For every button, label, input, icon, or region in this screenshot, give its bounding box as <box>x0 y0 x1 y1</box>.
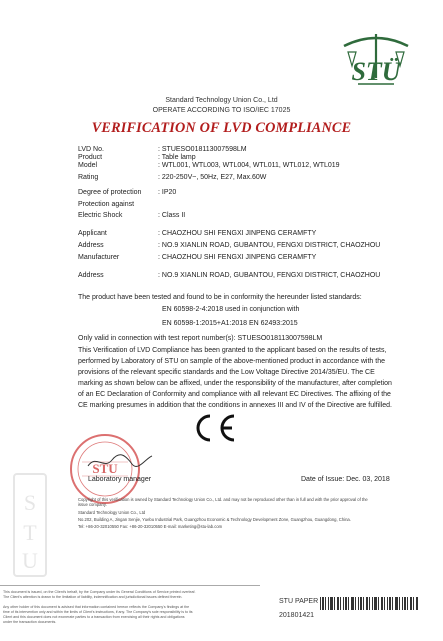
body-line: performed by Laboratory of STU on sample of the above-mentioned product in accordance with the <box>78 358 386 365</box>
field-label: Applicant <box>78 230 107 237</box>
standard-line: EN 60598-2-4:2018 used in conjunction with <box>162 306 300 313</box>
footer-line: Any other holder of this document is advised that information contained hereon reflects the Company's findings at the <box>3 605 190 609</box>
stu-watermark-icon <box>10 470 50 580</box>
field-label: Degree of protection <box>78 189 142 196</box>
signature-icon <box>86 452 154 472</box>
signature-caption: Laboratory manager <box>88 476 152 483</box>
field-label: Address <box>78 242 104 249</box>
field-label: Protection against <box>78 201 135 208</box>
issue-date: Date of Issue: Dec. 03, 2018 <box>301 476 390 483</box>
svg-text:T: T <box>23 520 37 545</box>
field-label: Model <box>78 162 98 169</box>
field-label: Manufacturer <box>78 254 120 261</box>
address-line: Tel: +86-20-32010550 Fax: +86-20-32010550 E-mail: marketing@stu-lab.com <box>78 524 223 529</box>
address-line: No.202, Building A, Jingan Senjie, Yuebu Industrial Park, Guangzhou Economic & Technology Development Zone, Guangzhou, Guangdong, China. <box>78 517 351 522</box>
valid-statement: Only valid in connection with test report number(s): STUESO018113007598LM <box>78 335 323 342</box>
field-value: : CHAOZHOU SHI FENGXI JINPENG CERAMFTY <box>158 230 317 237</box>
copyright-line: issue company. <box>78 502 107 507</box>
footer-line: under the transaction documents. <box>3 620 57 624</box>
address-line: Standard Technology Union Co., Ltd <box>78 510 146 515</box>
field-value: : CHAOZHOU SHI FENGXI JINPENG CERAMFTY <box>158 254 317 261</box>
barcode-icon <box>320 597 418 610</box>
body-line: provisions of the relevant specific standards and the Low Voltage Directive 2014/35/EU. The CE <box>78 369 375 376</box>
field-value: : NO.9 XIANLIN ROAD, GUBANTOU, FENGXI DISTRICT, CHAOZHOU <box>158 242 381 249</box>
field-label: Product <box>78 154 103 161</box>
iso-standard: OPERATE ACCORDING TO ISO/IEC 17025 <box>152 107 291 114</box>
field-value: : NO.9 XIANLIN ROAD, GUBANTOU, FENGXI DISTRICT, CHAOZHOU <box>158 272 381 279</box>
barcode-bars <box>320 597 418 610</box>
field-value: : Class II <box>158 212 186 219</box>
svg-text:STÜ: STÜ <box>351 57 401 86</box>
body-line: CE marking presumes in addition that the conditions in annexes III and IV of the Directive are fulfilled. <box>78 402 393 409</box>
svg-text:U: U <box>22 548 38 573</box>
field-value: : STUESO018113007598LM <box>158 146 247 153</box>
ce-mark-icon <box>190 412 242 444</box>
field-value: : 220-250V~, 50Hz, E27, Max.60W <box>158 174 267 181</box>
svg-text:S: S <box>23 490 37 515</box>
body-line: This Verification of LVD Compliance has been granted to the applicant based on the results of tests, <box>78 347 387 354</box>
field-label: Electric Shock <box>78 212 123 219</box>
field-label: Rating <box>78 174 99 181</box>
certificate-title: VERIFICATION OF LVD COMPLIANCE <box>91 120 352 136</box>
standard-line: EN 60598-1:2015+A1:2018 EN 62493:2015 <box>162 320 298 327</box>
footer-line: This document is issued, on the Client's behalf, by the Company under its General Conditions of Service printed overleaf. <box>3 590 196 594</box>
field-label: Address <box>78 272 104 279</box>
field-value: : Table lamp <box>158 154 196 161</box>
field-label: LVD No. <box>78 146 104 153</box>
paper-number: 201801421 <box>279 612 315 619</box>
tested-statement: The product have been tested and found to be in conformity the hereunder listed standards: <box>78 294 362 301</box>
footer-line: time of its intervention only and within the limits of Client's instructions, if any. The Company's sole responsibility is to its <box>3 610 193 614</box>
stu-logo-icon <box>340 28 412 86</box>
paper-label: STU PAPER <box>279 598 319 605</box>
field-value: : WTL001, WTL003, WTL004, WTL011, WTL012, WTL019 <box>158 162 340 169</box>
company-name: Standard Technology Union Co., Ltd <box>165 97 278 104</box>
body-line: marking as shown below can be affixed, under the responsibility of the manufacturer, after completion <box>78 380 392 387</box>
field-value: : IP20 <box>158 189 177 196</box>
footer-divider <box>0 585 260 586</box>
footer-line: Client and this document does not exonerate parties to a transaction from exercising all their rights and obligations <box>3 615 185 619</box>
stamp-text: STU <box>92 461 118 476</box>
footer-line: The Client's attention is drawn to the limitation of liability, indemnification and jurisdictional issues defined therein. <box>3 595 183 599</box>
copyright-line: Copyright of this verification is owned by Standard Technology Union Co., Ltd. and may not be reproduced other than in full and with the prior approval of the <box>78 497 368 502</box>
body-line: of an EC Declaration of Conformity and compliance with all relevant EC Directives. The affixing of the <box>78 391 391 398</box>
